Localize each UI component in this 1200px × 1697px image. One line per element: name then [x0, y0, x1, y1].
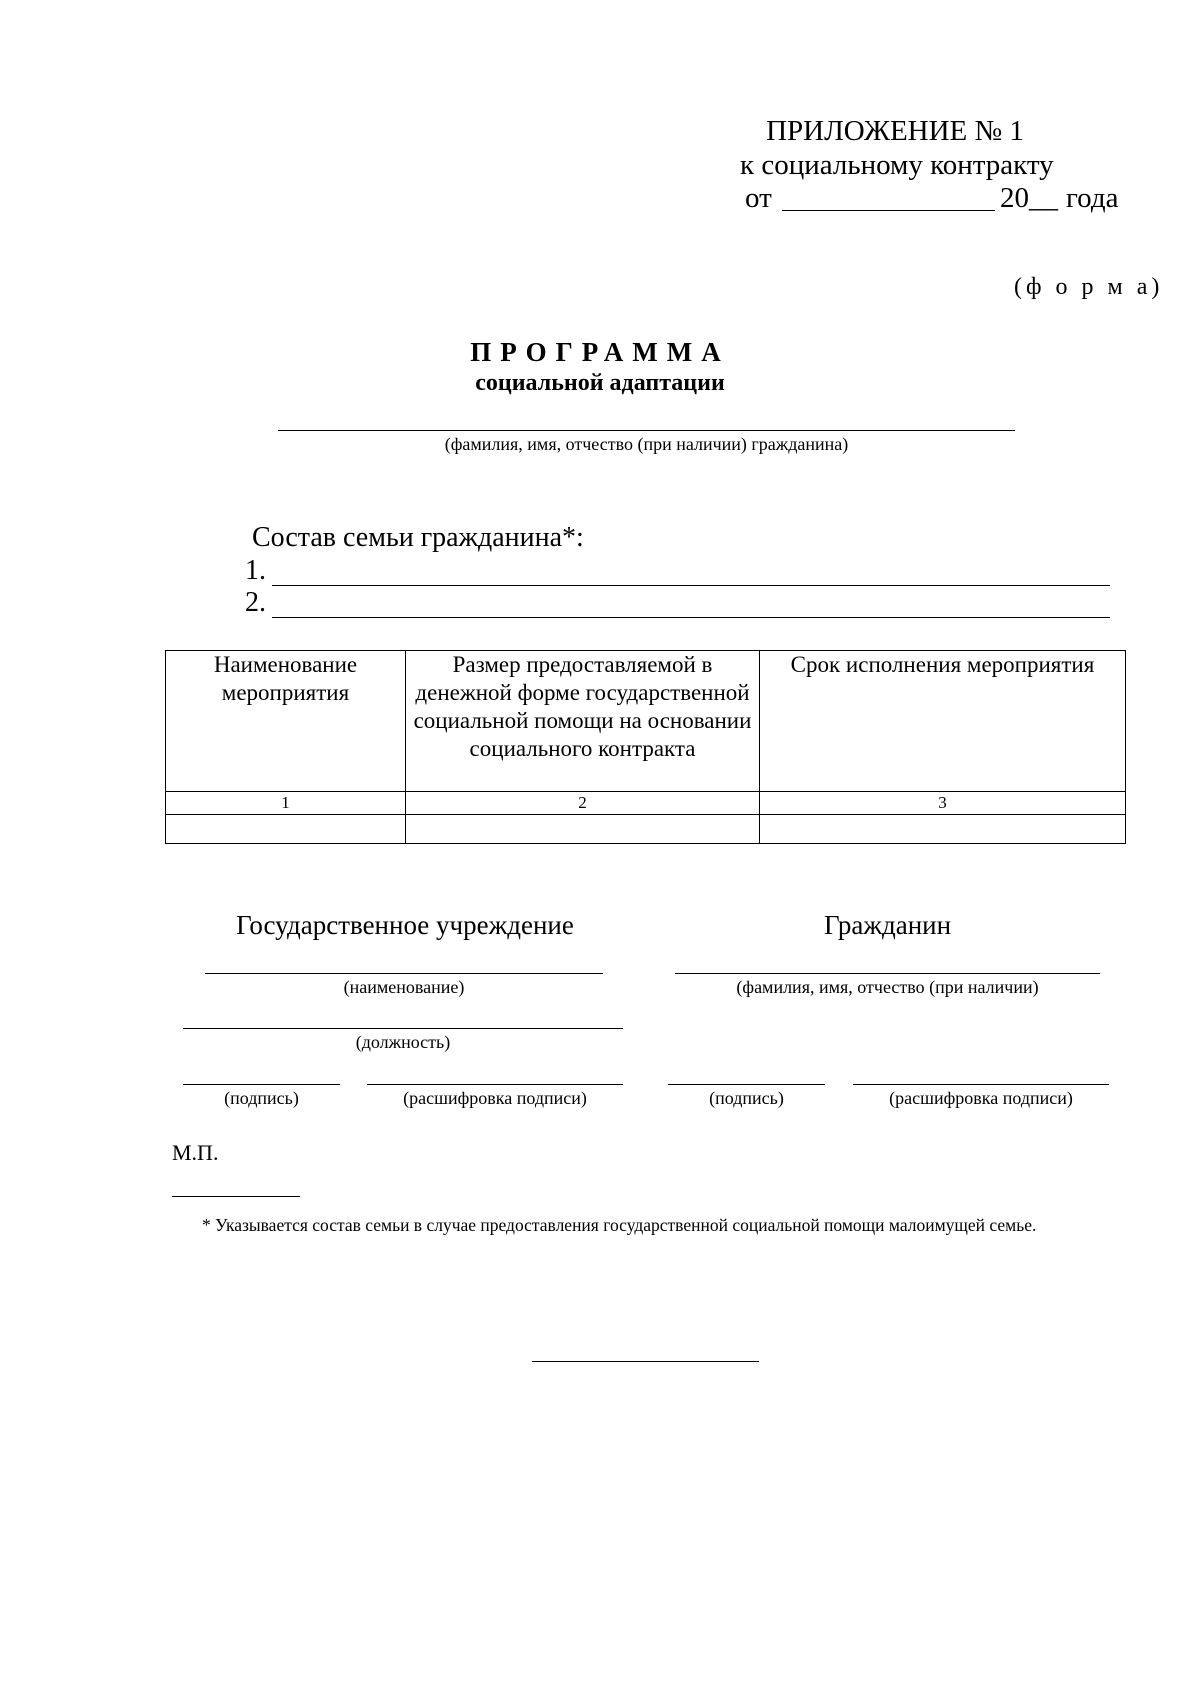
table-cell	[760, 815, 1126, 844]
family-item-number: 2.	[245, 587, 266, 618]
document-subtitle: социальной адаптации	[475, 370, 725, 396]
table-cell	[406, 815, 760, 844]
document-title: ПРОГРАММА	[470, 337, 730, 367]
table-header-row	[166, 651, 1126, 792]
citizen-decoding-line	[853, 1084, 1109, 1085]
appendix-contract-ref: к социальному контракту	[740, 149, 1054, 181]
date-year: 20__	[1000, 182, 1058, 214]
date-prefix: от	[745, 182, 772, 214]
table-cell: 2	[406, 792, 760, 815]
citizen-signature-caption: (подпись)	[709, 1088, 784, 1108]
end-of-document-line	[532, 1361, 759, 1362]
family-item-number: 1.	[245, 555, 266, 586]
table-header-cell	[760, 651, 1126, 792]
program-table	[165, 650, 1126, 844]
form-label: (ф о р м а)	[1014, 274, 1164, 300]
table-cell: 3	[760, 792, 1126, 815]
appendix-number: ПРИЛОЖЕНИЕ № 1	[766, 115, 1024, 147]
institution-heading: Государственное учреждение	[236, 910, 574, 940]
stamp-label: М.П.	[172, 1140, 219, 1165]
table-cell	[166, 815, 406, 844]
table-header-cell	[166, 651, 406, 792]
date-blank-line	[782, 210, 995, 211]
citizen-heading: Гражданин	[823, 910, 952, 940]
institution-name-line	[205, 973, 603, 974]
table-cell: 1	[166, 792, 406, 815]
table-number-row	[166, 792, 1126, 815]
footnote-separator	[172, 1196, 300, 1197]
citizen-decoding-caption: (расшифровка подписи)	[889, 1088, 1073, 1108]
citizen-name-caption: (фамилия, имя, отчество (при наличии) гражданина)	[444, 434, 849, 454]
footnote-text: * Указывается состав семьи в случае предоставления государственной социальной помощи малоимущей семье.	[202, 1215, 1037, 1235]
institution-signature-line	[183, 1084, 340, 1085]
table-row	[166, 815, 1126, 844]
family-item-line	[272, 617, 1110, 618]
header-aid-amount: Размер предоставляемой в денежной форме государственной социальной помощи на основании социального контракта	[413, 652, 752, 761]
citizen-signature-line	[668, 1084, 825, 1085]
family-item-line	[272, 585, 1110, 586]
institution-signature-caption: (подпись)	[224, 1088, 299, 1108]
institution-decoding-caption: (расшифровка подписи)	[403, 1088, 587, 1108]
institution-position-caption: (должность)	[355, 1032, 451, 1052]
citizen-name-line	[278, 430, 1015, 431]
header-event-name: Наименование мероприятия	[213, 652, 358, 705]
citizen-name-caption: (фамилия, имя, отчество (при наличии)	[736, 977, 1039, 997]
institution-position-line	[183, 1028, 623, 1029]
table-header-cell	[406, 651, 760, 792]
date-suffix: года	[1066, 182, 1119, 214]
family-heading: Состав семьи гражданина*:	[252, 522, 584, 553]
institution-name-caption: (наименование)	[343, 977, 465, 997]
institution-decoding-line	[367, 1084, 623, 1085]
header-deadline: Срок исполнения мероприятия	[790, 652, 1095, 677]
citizen-name-line	[675, 973, 1100, 974]
